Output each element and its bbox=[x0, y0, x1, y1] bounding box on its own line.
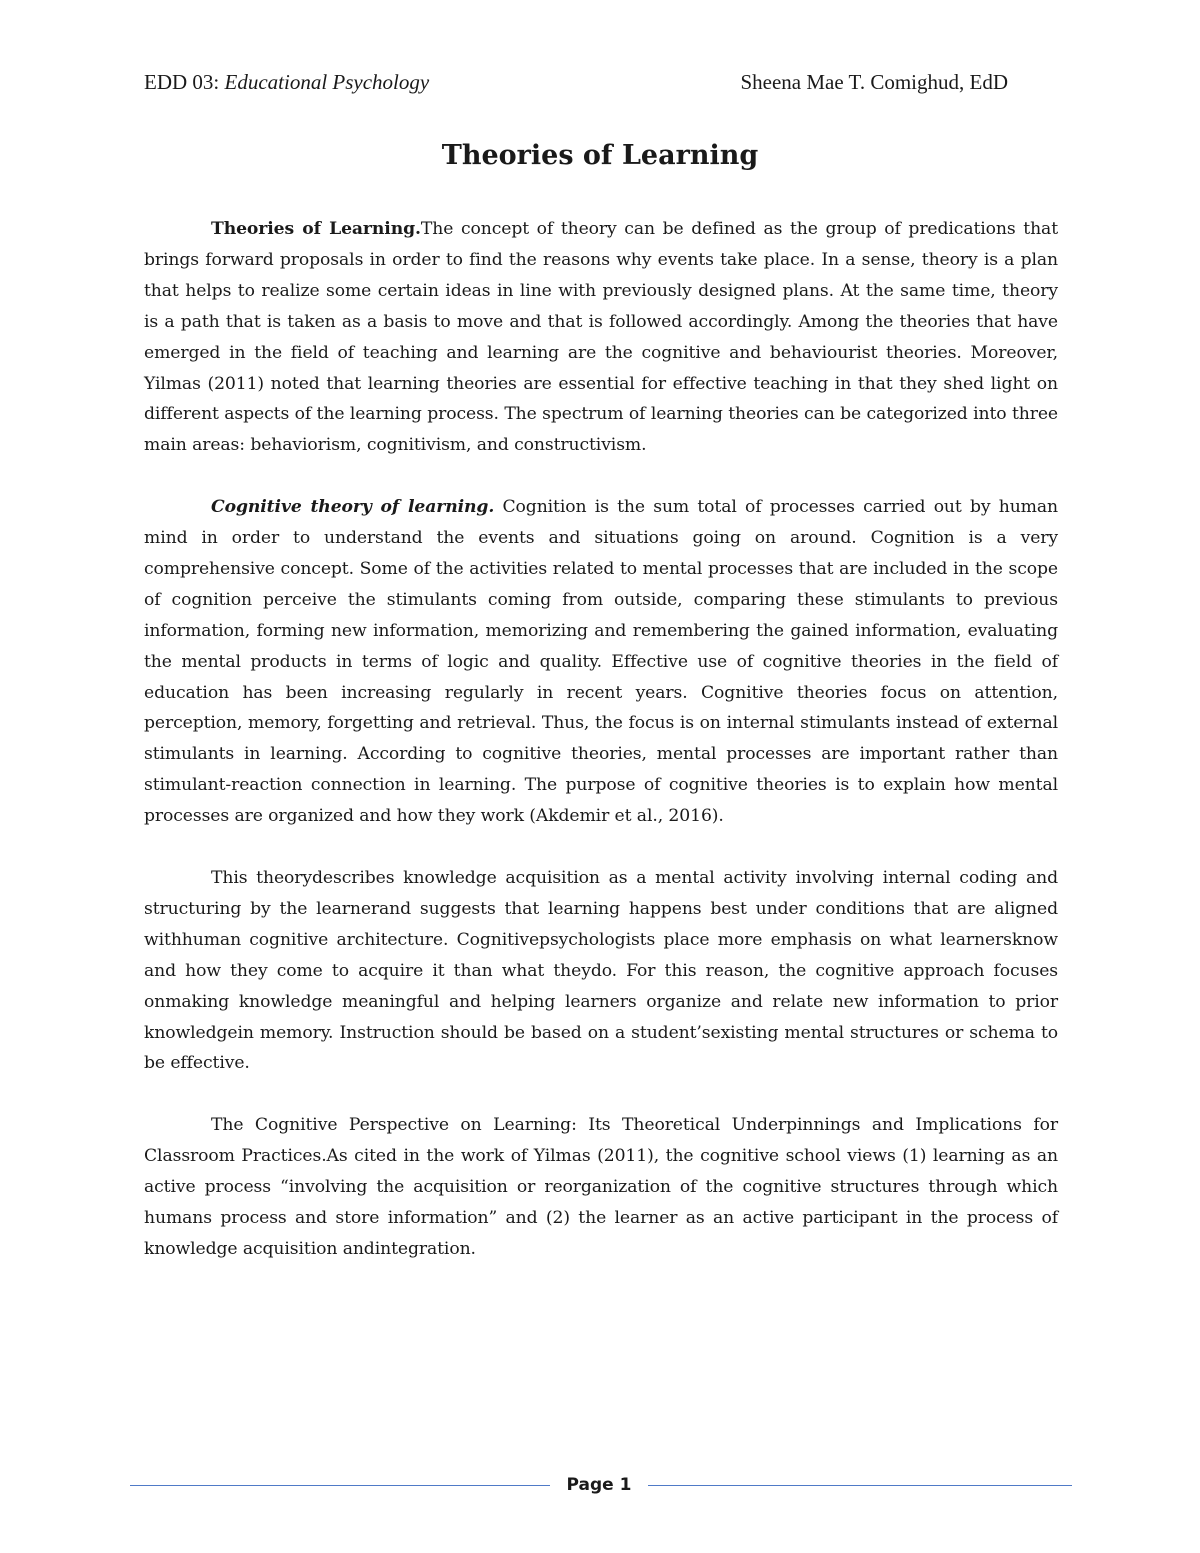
run-in-heading: Cognitive theory of learning. bbox=[211, 497, 495, 518]
paragraph-knowledge-acquisition: This theorydescribes knowledge acquisition as a mental activity involving internal coding and structuring by the learnerand suggests that learning happens best under conditions that are aligned withhuman cognitive architecture. Cognitivepsychologists place more emphasis on what learnersknow and how they come to acquire it than what theydo. For this reason, the cognitive approach focuses onmaking knowledge meaningful and helping learners organize and relate new information to prior knowledgein memory. Instruction should be based on a student’sexisting mental structures or schema to be effective. bbox=[144, 868, 1058, 1074]
paragraph-cognitive-theory bbox=[144, 492, 1058, 832]
footer-rule-left bbox=[130, 1485, 550, 1486]
page-header bbox=[144, 70, 1008, 100]
page-footer bbox=[130, 1472, 1072, 1502]
paragraph-cognitive-perspective: The Cognitive Perspective on Learning: Its Theoretical Underpinnings and Implications for Classroom Practices.As cited in the work of Yilmas (2011), the cognitive school views (1) learning as an active process “involving the acquisition or reorganization of the cognitive structures through which humans process and store information” and (2) the learner as an active participant in the process of knowledge acquisition andintegration. bbox=[144, 1115, 1058, 1259]
author-name: Sheena Mae T. Comighud, EdD bbox=[740, 70, 1008, 94]
paragraph-text: Cognition is the sum total of processes carried out by human mind in order to understand the events and situations going on around. Cognition is a very comprehensive concept. Some of the activities related to mental processes that are included in the scope of cognition perceive the stimulants coming from outside, comparing these stimulants to previous information, forming new information, memorizing and remembering the gained information, evaluating the mental products in terms of logic and quality. Effective use of cognitive theories in the field of education has been increasing regularly in recent years. Cognitive theories focus on attention, perception, memory, forgetting and retrieval. Thus, the focus is on internal stimulants instead of external stimulants in learning. According to cognitive theories, mental processes are important rather than stimulant-reaction connection in learning. The purpose of cognitive theories is to explain how mental processes are organized and how they work (Akdemir et al., 2016). bbox=[144, 497, 1058, 827]
paragraph-text: The concept of theory can be defined as the group of predications that brings forward proposals in order to find the reasons why events take place. In a sense, theory is a plan that helps to realize some certain ideas in line with previously designed plans. At the same time, theory is a path that is taken as a basis to move and that is followed accordingly. Among the theories that have emerged in the field of teaching and learning are the cognitive and behaviourist theories. Moreover, Yilmas (2011) noted that learning theories are essential for effective teaching in that they shed light on different aspects of the learning process. The spectrum of learning theories can be categorized into three main areas: behaviorism, cognitivism, and constructivism. bbox=[144, 219, 1058, 456]
footer-rule-right bbox=[648, 1485, 1072, 1486]
paragraph-theories-of-learning bbox=[144, 214, 1058, 461]
course-label bbox=[144, 70, 429, 95]
course-code: EDD 03: bbox=[144, 70, 220, 94]
run-in-heading: Theories of Learning. bbox=[211, 219, 421, 239]
course-title: Educational Psychology bbox=[224, 70, 430, 94]
page-title: Theories of Learning bbox=[441, 140, 759, 171]
document-body bbox=[144, 214, 1058, 1296]
page-number: Page 1 bbox=[566, 1475, 632, 1495]
